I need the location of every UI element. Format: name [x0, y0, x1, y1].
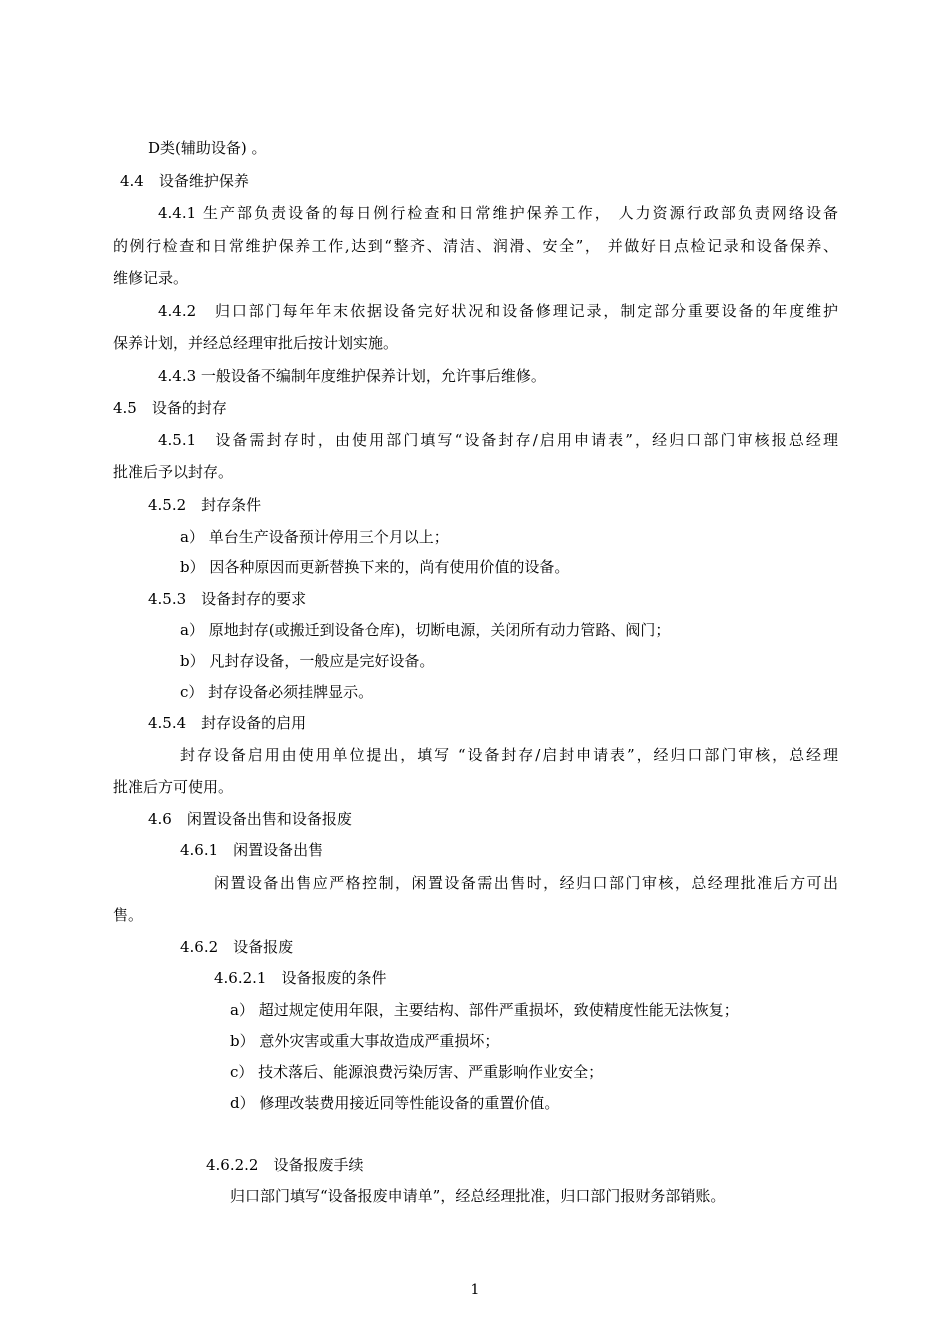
list-item: b） 因各种原因而更新替换下来的，尚有使用价值的设备。	[180, 558, 570, 576]
text-line: 批准后方可使用。	[113, 778, 234, 796]
list-item: a） 单台生产设备预计停用三个月以上；	[180, 528, 449, 546]
list-item: a） 原地封存(或搬迁到设备仓库)，切断电源，关闭所有动力管路、阀门；	[180, 621, 671, 639]
list-item: b） 意外灾害或重大事故造成严重损坏；	[230, 1032, 500, 1050]
text-line: D类(辅助设备) 。	[148, 139, 267, 157]
text-line: 4.4.2 归口部门每年年末依据设备完好状况和设备修理记录，制定部分重要设备的年度维护	[158, 302, 838, 320]
subsection-heading: 4.5.2 封存条件	[148, 496, 262, 514]
list-item: c） 封存设备必须挂牌显示。	[180, 683, 374, 701]
subsection-heading: 4.6.2 设备报废	[180, 938, 294, 956]
list-item: b） 凡封存设备，一般应是完好设备。	[180, 652, 435, 670]
subsection-heading: 4.6.2.2 设备报废手续	[206, 1156, 364, 1174]
section-heading: 4.6 闲置设备出售和设备报废	[148, 810, 352, 828]
subsection-heading: 4.6.2.1 设备报废的条件	[214, 969, 387, 987]
subsection-heading: 4.6.1 闲置设备出售	[180, 841, 324, 859]
section-heading: 4.4 设备维护保养	[120, 172, 249, 190]
text-line: 闲置设备出售应严格控制，闲置设备需出售时，经归口部门审核，总经理批准后方可出	[214, 874, 838, 892]
list-item: a） 超过规定使用年限，主要结构、部件严重损坏，致使精度性能无法恢复；	[230, 1001, 739, 1019]
list-item: c） 技术落后、能源浪费污染厉害、严重影响作业安全；	[230, 1063, 604, 1081]
text-line: 4.5.1 设备需封存时，由使用部门填写“设备封存/启用申请表”，经归口部门审核报总经理	[158, 431, 838, 449]
page-number: 1	[470, 1282, 480, 1298]
text-line: 保养计划，并经总经理审批后按计划实施。	[113, 334, 399, 352]
text-line: 4.4.1 生产部负责设备的每日例行检查和日常维护保养工作， 人力资源行政部负责网络设备	[158, 204, 838, 222]
text-line: 售。	[113, 906, 144, 924]
text-line: 维修记录。	[113, 269, 189, 287]
text-line: 批准后予以封存。	[113, 463, 234, 481]
text-line: 4.4.3 一般设备不编制年度维护保养计划，允许事后维修。	[158, 367, 546, 385]
subsection-heading: 4.5.4 封存设备的启用	[148, 714, 307, 732]
list-item: d） 修理改装费用接近同等性能设备的重置价值。	[230, 1094, 560, 1112]
text-line: 封存设备启用由使用单位提出，填写 “设备封存/启封申请表”，经归口部门审核，总经理	[180, 746, 838, 764]
section-heading: 4.5 设备的封存	[113, 399, 227, 417]
subsection-heading: 4.5.3 设备封存的要求	[148, 590, 307, 608]
text-line: 的例行检查和日常维护保养工作,达到“整齐、清洁、润滑、安全”， 并做好日点检记录和设备保养、	[113, 237, 838, 255]
text-line: 归口部门填写“设备报废申请单”，经总经理批准，归口部门报财务部销账。	[230, 1187, 726, 1205]
